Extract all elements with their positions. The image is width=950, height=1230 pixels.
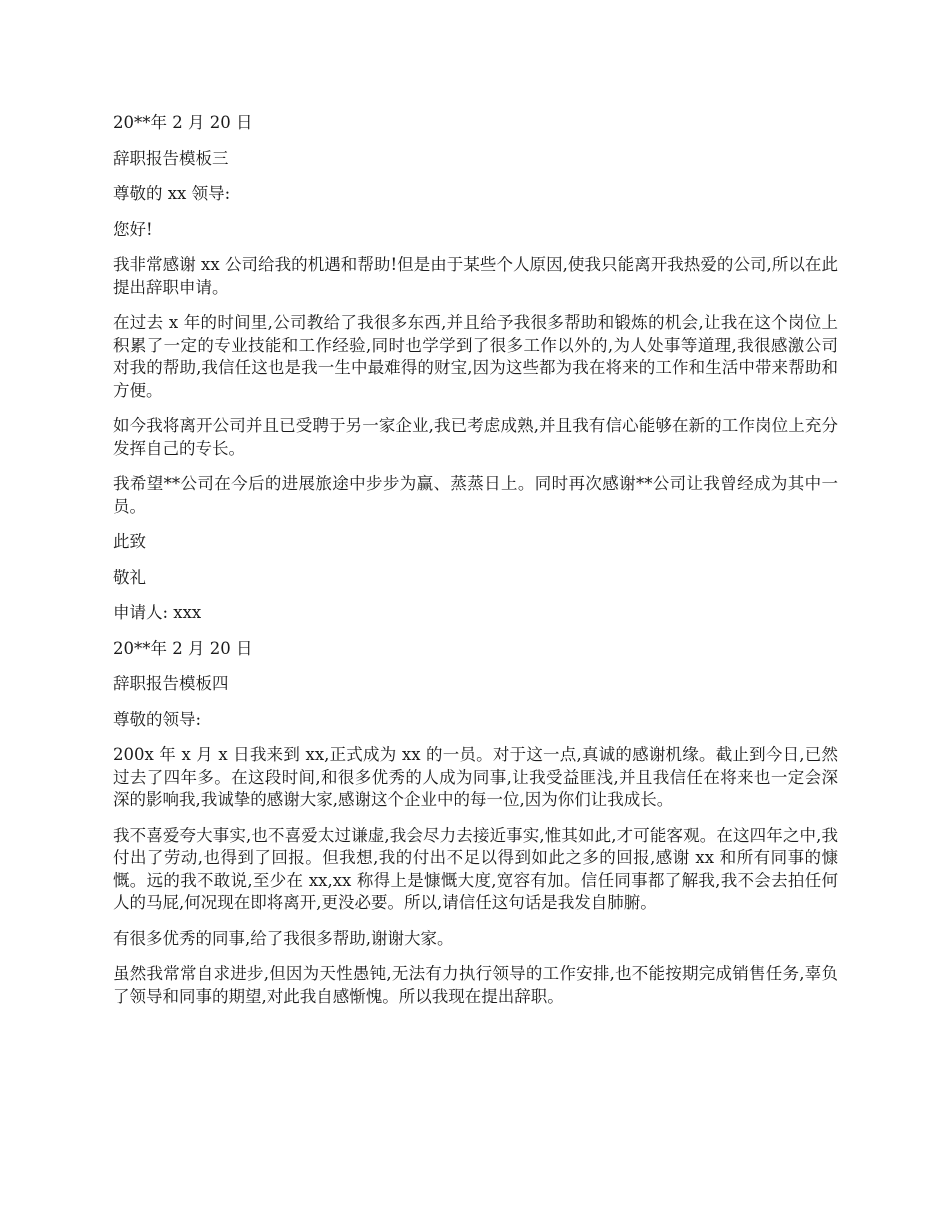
- salutation: 尊敬的 xx 领导:: [113, 184, 231, 203]
- body-paragraph: 有很多优秀的同事,给了我很多帮助,谢谢大家。: [113, 928, 454, 948]
- body-paragraph: 我非常感谢 xx 公司给我的机遇和帮助!但是由于某些个人原因,使我只能离开我热爱的公司,所以在此提出辞职申请。: [113, 255, 838, 297]
- body-paragraph: 在过去 x 年的时间里,公司教给了我很多东西,并且给予我很多帮助和锻炼的机会,让我在这个岗位上积累了一定的专业技能和工作经验,同时也学学到了很多工作以外的,为人处事等道理,我很感激公司对我的帮助,我信任这也是我一生中最难得的财宝,因为这些都为我在将来的工作和生活中带来帮助和方便。: [113, 313, 838, 400]
- greeting: 您好!: [113, 219, 153, 239]
- closing-regards: 敬礼: [113, 567, 146, 587]
- date-line: 20**年 2 月 20 日: [113, 638, 253, 658]
- body-paragraph: 我不喜爱夸大事实,也不喜爱太过谦虚,我会尽力去接近事实,惟其如此,才可能客观。在这四年之中,我付出了劳动,也得到了回报。但我想,我的付出不足以得到如此之多的回报,感谢 xx 和所有同事的慷慨。远的我不敢说,至少在 xx,xx 称得上是慷慨大度,宽容有加。信任同事都了解我,我不会去拍任何人的马屁,何况现在即将离开,更没必要。所以,请信任这句话是我发自肺腑。: [113, 825, 838, 912]
- closing-line: 此致: [113, 532, 146, 551]
- template-heading: 辞职报告模板三: [113, 148, 229, 168]
- body-paragraph: 我希望**公司在今后的进展旅途中步步为赢、蒸蒸日上。同时再次感谢**公司让我曾经成为其中一员。: [113, 474, 838, 516]
- salutation: 尊敬的领导:: [113, 709, 202, 729]
- date-line: 20**年 2 月 20 日: [113, 113, 253, 132]
- body-paragraph: 200x 年 x 月 x 日我来到 xx,正式成为 xx 的一员。对于这一点,真诚的感谢机缘。截止到今日,已然过去了四年多。在这段时间,和很多优秀的人成为同事,让我受益匪浅,并且我信任在将来也一定会深深的影响我,我诚挚的感谢大家,感谢这个企业中的每一位,因为你们让我成长。: [113, 745, 838, 809]
- template-heading: 辞职报告模板四: [113, 674, 229, 693]
- body-paragraph: 如今我将离开公司并且已受聘于另一家企业,我已考虑成熟,并且我有信心能够在新的工作岗位上充分发挥自己的专长。: [113, 416, 838, 458]
- applicant-line: 申请人: xxx: [113, 603, 202, 622]
- body-paragraph: 虽然我常常自求进步,但因为天性愚钝,无法有力执行领导的工作安排,也不能按期完成销售任务,辜负了领导和同事的期望,对此我自感惭愧。所以我现在提出辞职。: [113, 964, 838, 1006]
- document-body: [113, 112, 838, 1021]
